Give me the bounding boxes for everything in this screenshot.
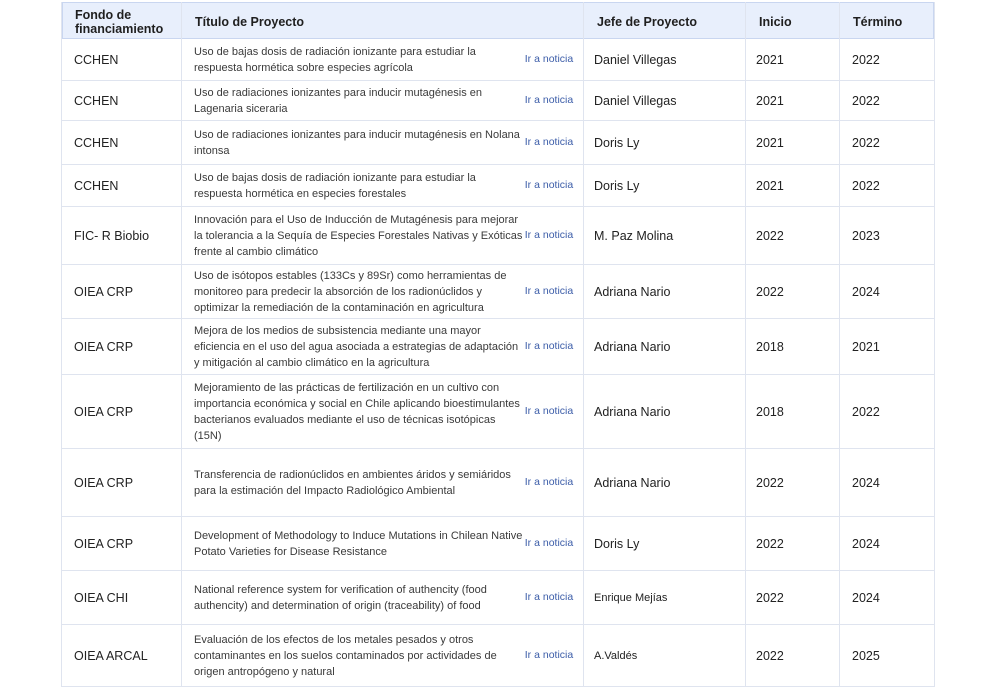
fund-cell: OIEA CRP [74,404,134,419]
news-link-label: Ir a noticia [524,591,574,603]
end-year-cell: 2021 [852,339,880,354]
end-year-cell: 2025 [852,648,880,663]
table-row [62,449,934,517]
start-year-cell: 2021 [756,135,784,150]
start-year-cell: 2022 [756,284,784,299]
start-year-cell: 2018 [756,339,784,354]
project-lead-cell: Doris Ly [594,135,640,150]
project-title-cell: Uso de radiaciones ionizantes para inducir mutagénesis en Nolana intonsa [194,128,520,157]
news-link-label: Ir a noticia [524,53,574,65]
project-title-cell: Mejoramiento de las prácticas de fertilización en un cultivo con importancia económica y social en Chile aplicando bioestimulantes bacterianos evaluados mediante el uso de técnicas isotópicas (15N) [194,381,520,442]
projects-table [61,2,935,687]
project-title-cell: Uso de isótopos estables (133Cs y 89Sr) como herramientas de monitoreo para predecir la absorción de los radionúclidos y optimizar la remediación de la contaminación en agricultura [194,269,507,314]
project-title-cell: Innovación para el Uso de Inducción de Mutagénesis para mejorar la tolerancia a la Sequía de Especies Forestales Nativas y Exóticas frente al cambio climático [194,213,523,258]
project-title-cell: Uso de bajas dosis de radiación ionizante para estudiar la respuesta hormética sobre especies agrícola [194,45,476,74]
start-year-cell: 2022 [756,648,784,663]
start-year-cell: 2022 [756,475,784,490]
start-year-cell: 2022 [756,536,784,551]
fund-cell: OIEA CRP [74,339,134,354]
table-row [62,625,934,687]
project-lead-cell: Adriana Nario [594,475,671,490]
end-year-cell: 2022 [852,135,880,150]
fund-cell: CCHEN [74,93,119,108]
news-link-label: Ir a noticia [524,405,574,417]
project-title-cell: Development of Methodology to Induce Mutations in Chilean Native Potato Varieties for Disease Resistance [194,529,523,558]
start-year-cell: 2018 [756,404,784,419]
project-title-cell: Uso de bajas dosis de radiación ionizante para estudiar la respuesta hormética en especies forestales [194,171,476,200]
table-row [62,265,934,319]
project-title-cell: Transferencia de radionúclidos en ambientes áridos y semiáridos para la estimación del Impacto Radiológico Ambiental [194,468,511,497]
column-header-end: Término [853,14,903,29]
news-link-label: Ir a noticia [524,340,574,352]
news-link[interactable] [524,571,574,624]
fund-cell: OIEA CRP [74,536,134,551]
end-year-cell: 2024 [852,536,880,551]
news-link-label: Ir a noticia [524,476,574,488]
end-year-cell: 2022 [852,93,880,108]
news-link[interactable] [524,375,574,448]
news-link[interactable] [524,39,574,80]
project-lead-cell: Daniel Villegas [594,93,677,108]
start-year-cell: 2021 [756,52,784,67]
table-row [62,571,934,625]
project-lead-cell: Adriana Nario [594,339,671,354]
fund-cell: CCHEN [74,135,119,150]
news-link[interactable] [524,449,574,516]
start-year-cell: 2022 [756,590,784,605]
project-title-cell: Uso de radiaciones ionizantes para inducir mutagénesis en Lagenaria siceraria [194,86,483,115]
end-year-cell: 2022 [852,178,880,193]
fund-cell: CCHEN [74,52,119,67]
table-row [62,375,934,449]
news-link[interactable] [524,517,574,570]
news-link[interactable] [524,207,574,264]
fund-cell: FIC- R Biobio [74,228,150,243]
project-title-cell: Mejora de los medios de subsistencia mediante una mayor eficiencia en el uso del agua asociada a estrategias de adaptación y mitigación al cambio climático en la agricultura [194,324,519,369]
news-link-label: Ir a noticia [524,94,574,106]
news-link-label: Ir a noticia [524,649,574,661]
news-link-label: Ir a noticia [524,179,574,191]
column-header-boss: Jefe de Proyecto [597,14,698,29]
news-link-label: Ir a noticia [524,229,574,241]
end-year-cell: 2024 [852,284,880,299]
fund-cell: OIEA ARCAL [74,648,148,663]
table-row [62,39,934,81]
table-row [62,81,934,121]
news-link[interactable] [524,319,574,374]
table-row [62,207,934,265]
end-year-cell: 2024 [852,590,880,605]
start-year-cell: 2021 [756,178,784,193]
news-link[interactable] [524,165,574,206]
table-row [62,319,934,375]
project-lead-cell: M. Paz Molina [594,228,674,243]
project-lead-cell: Adriana Nario [594,284,671,299]
project-lead-cell: Enrique Mejías [594,591,668,604]
project-title-cell: National reference system for verification of authencity (food authencity) and determination of origin (traceability) of food [194,583,487,612]
news-link[interactable] [524,81,574,120]
fund-cell: OIEA CHI [74,590,129,605]
project-lead-cell: A.Valdés [594,649,638,662]
project-lead-cell: Doris Ly [594,536,640,551]
start-year-cell: 2022 [756,228,784,243]
column-header-fund: Fondo de financiamiento [75,7,164,36]
table-row [62,121,934,165]
fund-cell: OIEA CRP [74,284,134,299]
news-link-label: Ir a noticia [524,136,574,148]
project-lead-cell: Doris Ly [594,178,640,193]
column-header-title: Título de Proyecto [195,14,305,29]
project-title-cell: Evaluación de los efectos de los metales pesados y otros contaminantes en los suelos contaminados por actividades de origen antropógeno y natural [194,633,497,678]
project-lead-cell: Adriana Nario [594,404,671,419]
table-row [62,165,934,207]
news-link[interactable] [524,121,574,164]
news-link-label: Ir a noticia [524,537,574,549]
fund-cell: OIEA CRP [74,475,134,490]
table-row [62,517,934,571]
news-link-label: Ir a noticia [524,285,574,297]
project-lead-cell: Daniel Villegas [594,52,677,67]
column-header-start: Inicio [759,14,792,29]
end-year-cell: 2023 [852,228,880,243]
news-link[interactable] [524,265,574,318]
end-year-cell: 2022 [852,52,880,67]
end-year-cell: 2024 [852,475,880,490]
news-link[interactable] [524,625,574,686]
fund-cell: CCHEN [74,178,119,193]
end-year-cell: 2022 [852,404,880,419]
start-year-cell: 2021 [756,93,784,108]
table-header [62,2,934,39]
